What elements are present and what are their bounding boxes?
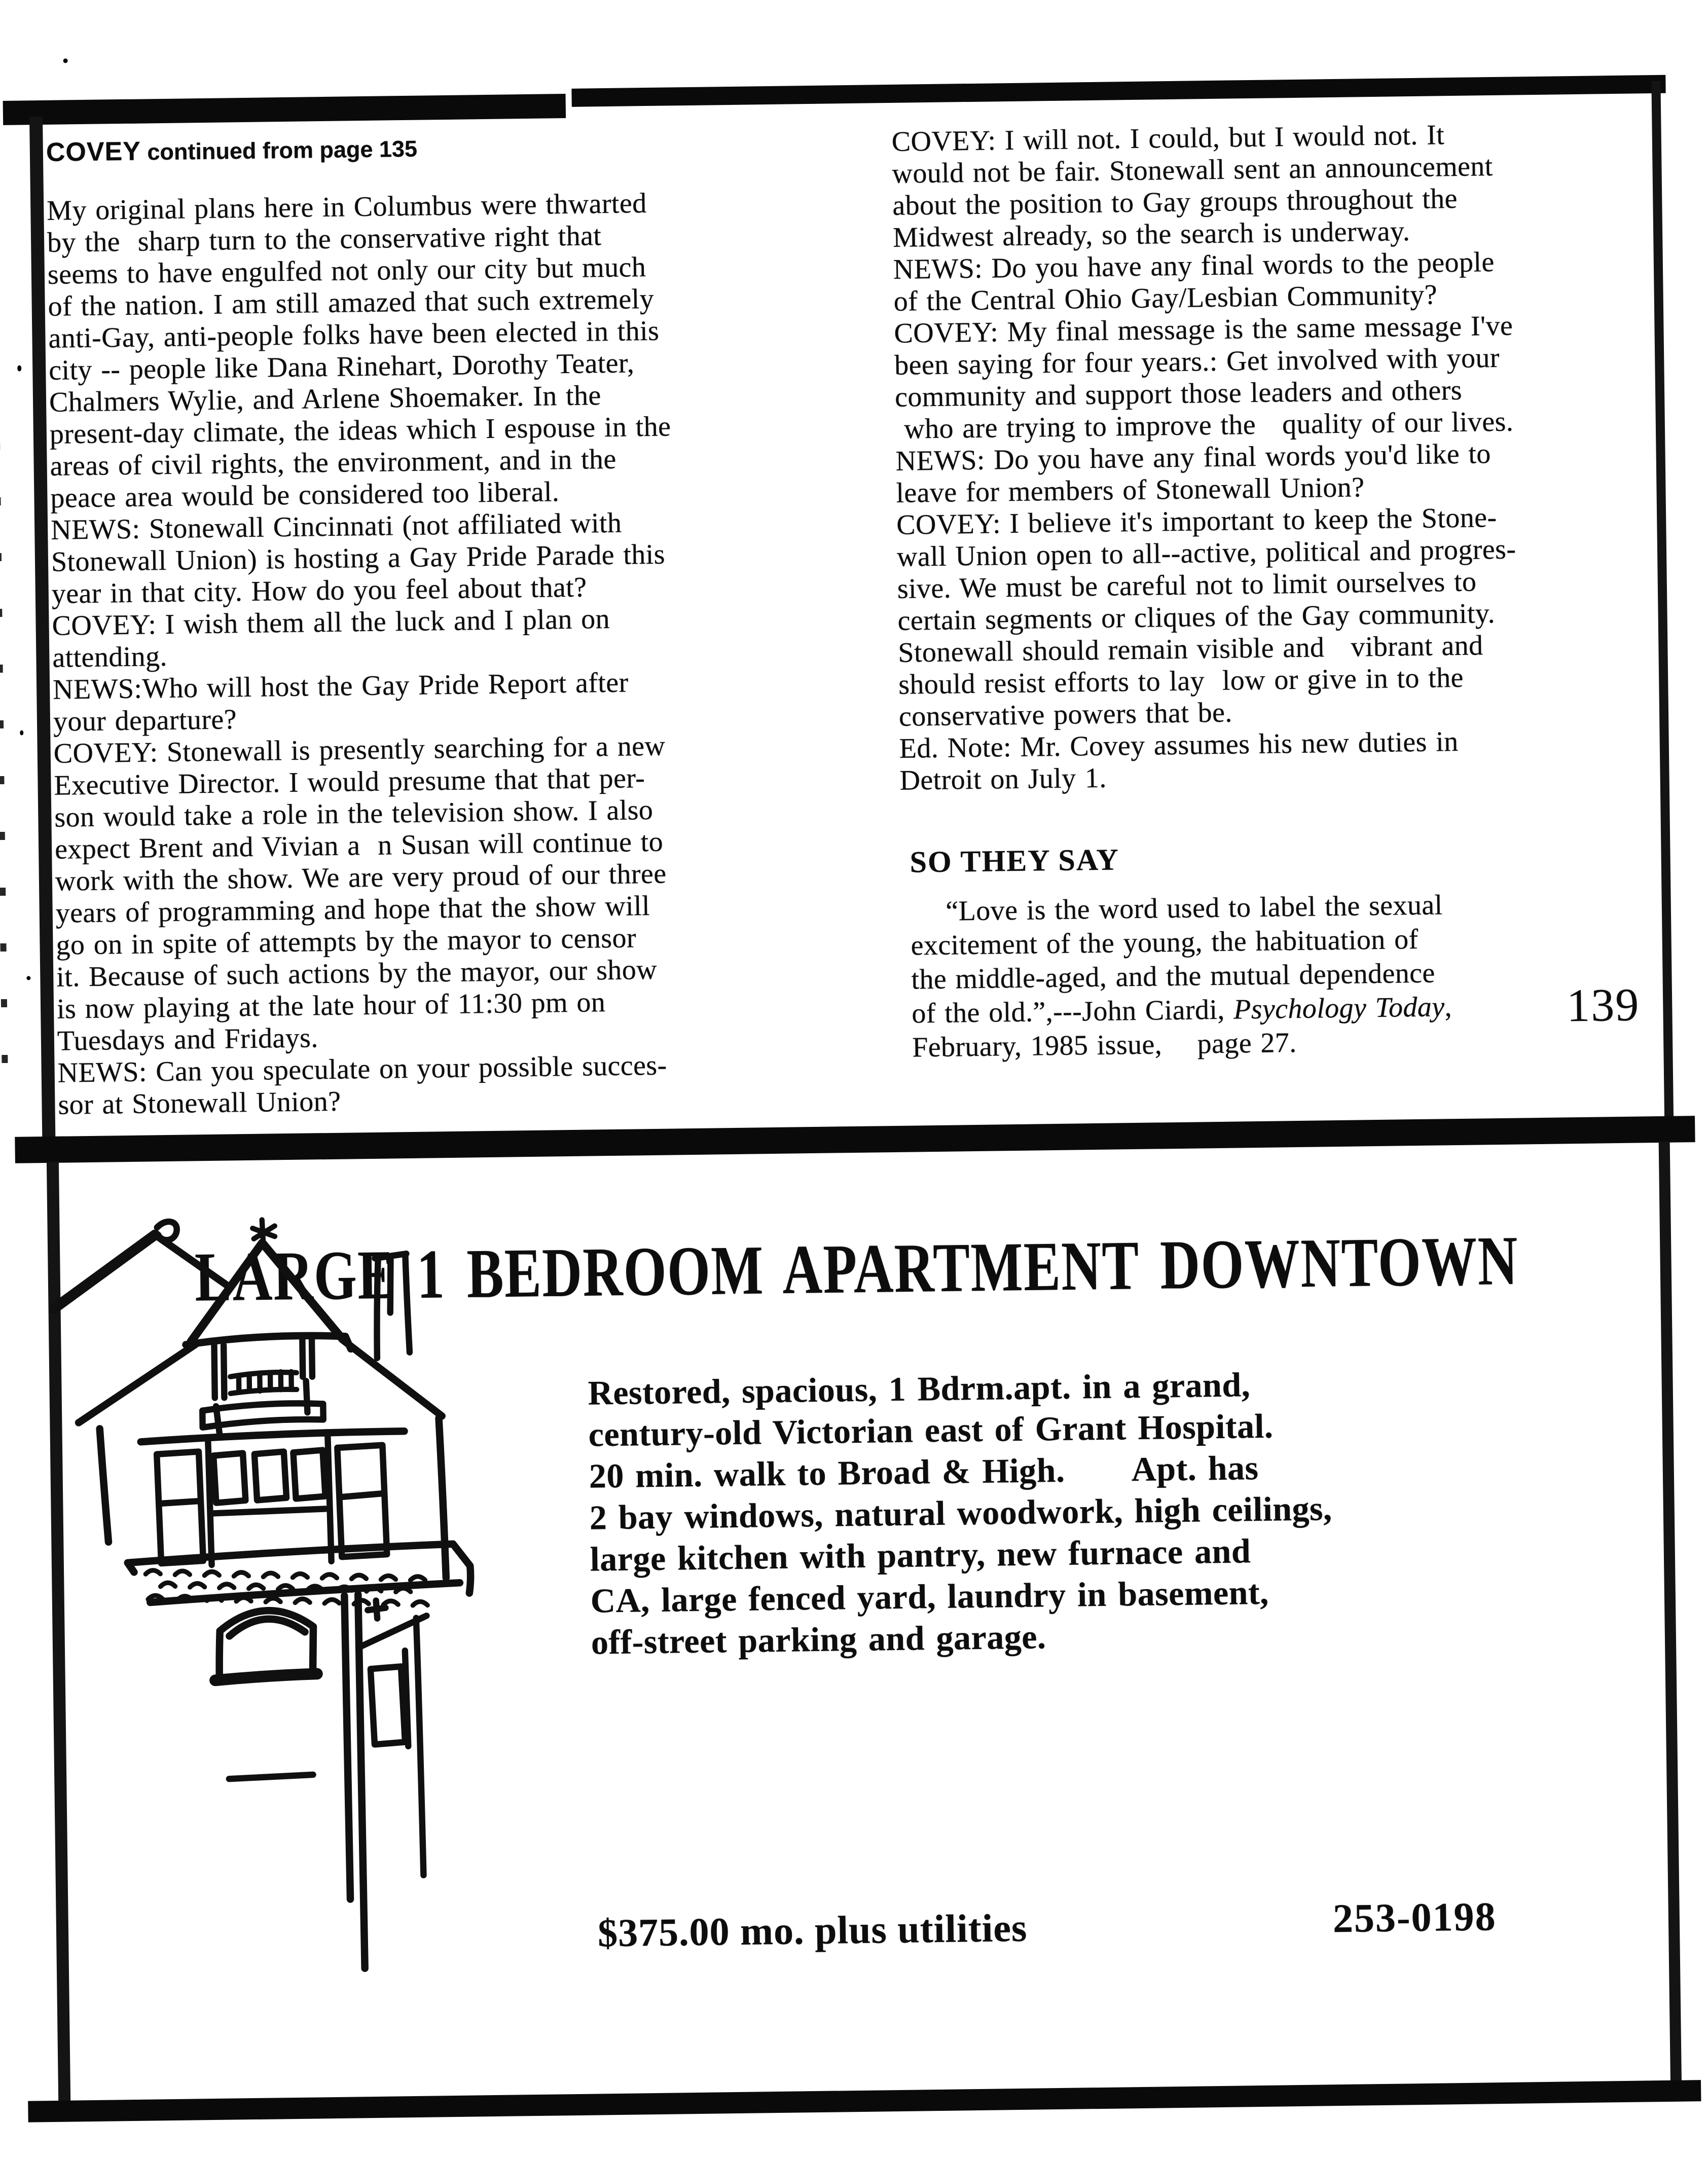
- arched-doorway: [219, 1610, 314, 1677]
- quote-attribution-prefix: of the old.”,---John Ciardi,: [911, 994, 1234, 1030]
- ad-price: $375.00 mo. plus utilities: [597, 1905, 1028, 1955]
- ad-phone-number: 253-0198: [1332, 1894, 1497, 1942]
- scan-speck: [63, 58, 68, 63]
- scan-speck: [26, 976, 30, 980]
- so-they-say-heading: SO THEY SAY: [910, 843, 1120, 879]
- interview-left-text: My original plans here in Columbus were thwarted by the sharp turn to the conservative right that seems to have engulfed not only our city but much of the nation. I am still amazed that such extremely anti-Gay, anti-people folks have been elected in this city -- people like Dana Rinehart, Dorothy Teater, Chalmers Wylie, and Arlene Shoemaker. In the present-day climate, the ideas which I espouse in the areas of civil rights, the environment, and in the peace area would be considered too liberal. NEWS: Stonewall Cincinnati (not affiliated with Stonewall Union) is hosting a Gay Pride Parade this year in that city. How do you feel about that? COVEY: I wish them all the luck and I plan on attending. NEWS:Who will host the Gay Pride Report after your departure? COVEY: Stonewall is presently searching for a new Executive Director. I would presume that that per- son would take a role in the television show. I also expect Brent and Vivian a n Susan will continue to work with the show. We are very proud of our three years of programming and hope that the show will go on in spite of attempts by the mayor to censor it. Because of such actions by the mayor, our show is now playing at the late hour of 11:30 pm on Tuesdays and Fridays. NEWS: Can you speculate on your possible succes- sor at Stonewall Union?: [46, 187, 671, 1121]
- quote-attribution-suffix: ,: [1444, 991, 1452, 1023]
- scan-speck: [20, 730, 23, 736]
- bottom-border-ad-section: [28, 2080, 1701, 2122]
- quote-text: “Love is the word used to label the sexual excitement of the young, the habituation of the middle-aged, and the mutual dependence: [910, 889, 1443, 996]
- shingle-scallops: [146, 1567, 425, 1584]
- interview-right-text: COVEY: I will not. I could, but I would not. It would not be fair. Stonewall sent an announcement about the position to Gay groups throughout the Midwest already, so the search is underway. NEWS: Do you have any final words to the people of the Central Ohio Gay/Lesbian Community? COVEY: My final message is the same message I've been saying for four years.: Get involved with your community and support those leaders and others who are trying to improve the quality of our lives. NEWS: Do you have any final words you'd like to leave for members of Stonewall Union? COVEY: I believe it's important to keep the Stone- wall Union open to all--active, political and progres- sive. We must be careful not to limit ourselves to certain segments or cliques of the Gay community. Stonewall should remain visible and vibrant and should resist efforts to lay low or give in to the conservative powers that be. Ed. Note: Mr. Covey assumes his new duties in Detroit on July 1.: [891, 119, 1516, 796]
- quote-source-title: Psychology Today: [1233, 991, 1445, 1026]
- header-article-name: COVEY: [46, 136, 141, 167]
- victorian-house-illustration: [36, 1198, 634, 2017]
- ad-headline: LARGE 1 BEDROOM APARTMENT DOWNTOWN: [194, 1221, 1519, 1316]
- interview-left-column: [46, 109, 839, 1140]
- scan-speck: [17, 365, 21, 372]
- scan-edge-noise: [0, 163, 8, 1101]
- quote-date-line: February, 1985 issue, page 27.: [912, 1027, 1297, 1064]
- chimney: [375, 1254, 410, 1358]
- page-number: 139: [1566, 978, 1640, 1032]
- header-continued-text: continued from page 135: [140, 135, 418, 165]
- interview-right-column: [891, 98, 1681, 815]
- article-continuation-header: [46, 128, 827, 168]
- ad-body-text: Restored, spacious, 1 Bdrm.apt. in a grand, century-old Victorian east of Grant Hospital. 20 min. walk to Broad & High. Apt. has 2 bay windows, natural woodwork, high ceilings, large kitchen with pantry, new furnace and CA, large fenced yard, laundry in basement, off-street parking and garage.: [588, 1365, 1332, 1662]
